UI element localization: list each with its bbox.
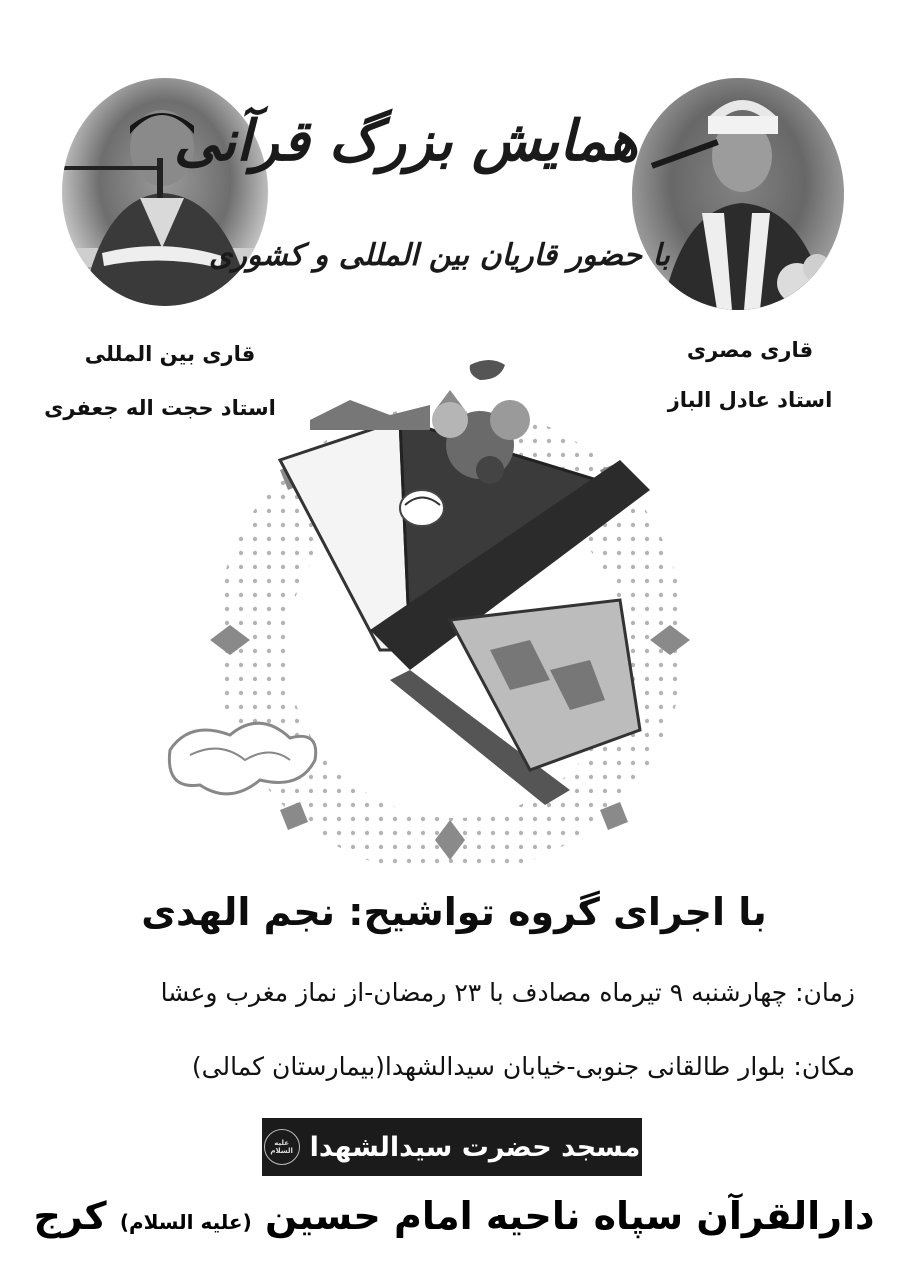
mosque-name-banner [262, 1118, 642, 1176]
right-reciter-name: استاد عادل الباز [667, 388, 833, 412]
performing-group-line: با اجرای گروه تواشیح: نجم الهدی [141, 890, 767, 934]
organizer-city: کرج [33, 1194, 107, 1238]
event-subtitle: با حضور قاریان بین المللی و کشوری [208, 238, 670, 273]
reciter-right-figure [632, 78, 844, 310]
organizer-line [30, 1194, 878, 1238]
organizer-paren: (علیه السلام) [119, 1210, 252, 1234]
organizer-main: دارالقرآن سپاه ناحیه امام حسین [264, 1194, 875, 1238]
event-title: همایش بزرگ قرآنی [173, 108, 638, 174]
event-place: مکان: بلوار طالقانی جنوبی-خیابان سیدالشهدا(بیمارستان کمالی) [191, 1052, 855, 1081]
event-time: زمان: چهارشنبه ۹ تیرماه مصادف با ۲۳ رمضان-از نماز مغرب وعشا [160, 978, 855, 1007]
mosque-name: مسجد حضرت سیدالشهدا [309, 1131, 641, 1163]
portrait-right-reciter [632, 78, 844, 310]
left-reciter-role: قاری بین المللی [84, 342, 256, 366]
right-reciter-role: قاری مصری [686, 338, 814, 362]
salutation-seal-icon: علیه السلام [264, 1129, 300, 1165]
quran-stand-illustration [150, 350, 750, 870]
mountain-strip [310, 400, 430, 430]
left-reciter-name: استاد حجت اله جعفری [44, 396, 276, 420]
bird [470, 360, 505, 380]
